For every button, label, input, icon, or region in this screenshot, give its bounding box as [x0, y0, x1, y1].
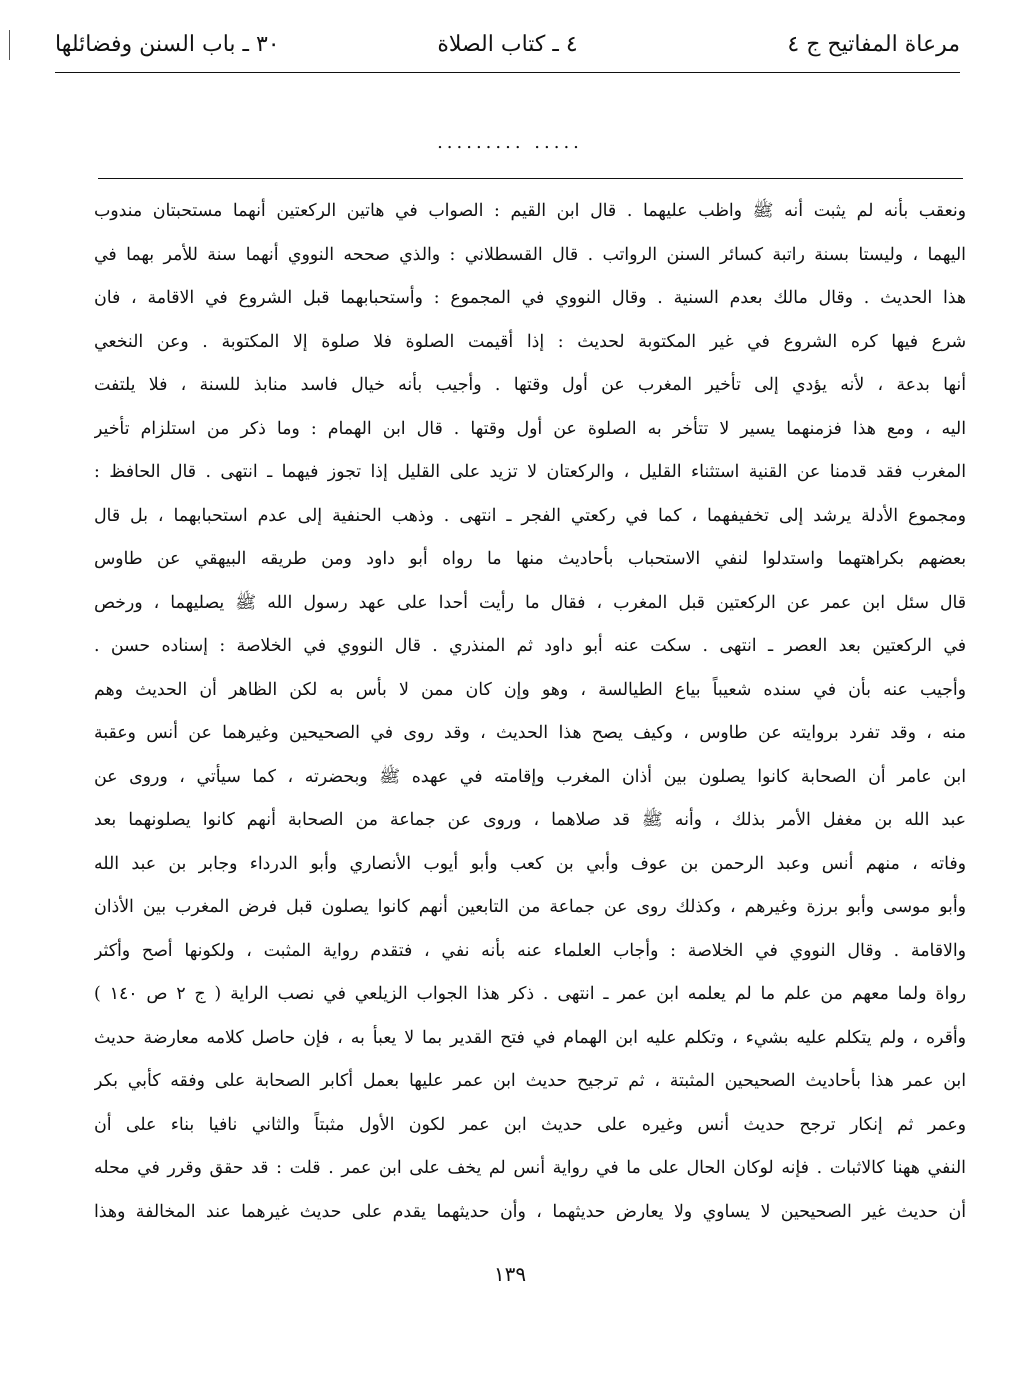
text-line: وأجيب عنه بأن في سنده شعيباً بياع الطيالسة ، وهو وإن كان ممن لا بأس به لكن الظاهر أن الحديث وهم — [94, 679, 966, 700]
running-header — [55, 18, 960, 70]
text-line: وفاته ، منهم أنس وعبد الرحمن بن عوف وأبي بن كعب وأبو أيوب الأنصاري وأبو الدرداء وجابر بن عبد الله — [94, 853, 966, 874]
text-line: رواة ولما معهم من علم ما لم يعلمه ابن عمر ـ انتهى . ذكر هذا الجواب الزيلعي في نصب الراية ( ج ٢ ص ١٤٠ ) — [94, 984, 966, 1004]
page-edge-mark — [9, 30, 10, 60]
text-line: ونعقب بأنه لم يثبت أنه ﷺ واظب عليهما . قال ابن القيم : الصواب في هاتين الركعتين أنهما مستحبتان مندوب — [94, 201, 966, 221]
text-line: وأبو موسى وأبو برزة وغيرهم ، وكذلك روى عن جماعة من التابعين أنهم كانوا يصلون قبل فرض المغرب بين الأذان — [94, 897, 966, 917]
text-line: وأقره ، ولم يتكلم عليه بشيء ، وتكلم عليه ابن الهمام في فتح القدير بما لا يعبأ به ، فإن حاصل كلامه معارضة حديث — [94, 1027, 966, 1048]
text-line: شرع فيها كره الشروع في غير المكتوبة لحديث : إذا أقيمت الصلوة فلا صلوة إلا المكتوبة . وعن النخعي — [94, 331, 966, 352]
header-rule — [55, 72, 960, 73]
text-line: والاقامة . وقال النووي في الخلاصة : وأجاب العلماء عنه بأنه نفي ، فتقدم رواية المثبت ، ولكونها أصح وأكثر — [94, 940, 966, 961]
text-line: النفي ههنا كالاثبات . فإنه لوكان الحال على ما في رواية أنس لم يخف على ابن عمر . قلت : قد حقق وقرر في محله — [94, 1158, 966, 1178]
text-line: هذا الحديث . وقال مالك بعدم السنية . وقال النووي في المجموع : وأستحبابهما قبل الشروع في الاقامة ، فان — [94, 288, 966, 308]
text-line: في الركعتين بعد العصر ـ انتهى . سكت عنه أبو داود ثم المنذري . قال النووي في الخلاصة : إسناده حسن . — [94, 636, 966, 656]
text-line: بعضهم بكراهتهما واستدلوا لنفي الاستحباب بأحاديث منها ما رواه أبو داود ومن طريقه البيهقي عن طاوس — [94, 549, 966, 569]
text-line: وعمر ثم إنكار ترجح حديث أنس وغيره على حديث ابن عمر لكون الأول مثبتاً والثاني نافيا بناء على أن — [94, 1114, 966, 1135]
text-line: قال سئل ابن عمر عن الركعتين قبل المغرب ، فقال ما رأيت أحدا على عهد رسول الله ﷺ يصليهما ، ورخص — [94, 592, 966, 613]
commentary-text — [94, 190, 966, 1234]
text-line: منه ، وقد تفرد بروايته عن طاوس ، وكيف يصح هذا الحديث ، وقد روى في الصحيحين وغيرهما عن أنس وعقبة — [94, 723, 966, 743]
header-chapter: ٤ ـ كتاب الصلاة — [437, 31, 578, 57]
header-book-title: مرعاة المفاتيح ج ٤ — [787, 31, 960, 57]
text-line: أن حديث غير الصحيحين لا يساوي ولا يعارض حديثهما ، وأن حديثهما يقدم على حديث غيرهما عند المخالفة وهذا — [94, 1201, 966, 1222]
header-section: ٣٠ ـ باب السنن وفضائلها — [55, 31, 280, 57]
section-separator: ......... ..... — [437, 132, 583, 153]
text-line: ومجموع الأدلة يرشد إلى تخفيفهما ، كما في ركعتي الفجر ـ انتهى . وذهب الحنفية إلى عدم استحبابهما ، بل قال — [94, 505, 966, 526]
text-line: ابن عمر هذا بأحاديث الصحيحين المثبتة ، ثم ترجيح حديث ابن عمر عليها بعمل أكابر الصحابة على وفقه كأبي بكر — [94, 1071, 966, 1091]
text-line: اليه ، ومع هذا فزمنهما يسير لا تتأخر به الصلوة عن أول وقتها . قال ابن الهمام : وما ذكر من استلزام تأخير — [94, 418, 966, 439]
text-line: ابن عامر أن الصحابة كانوا يصلون بين أذان المغرب وإقامته في عهده ﷺ وبحضرته ، كما سيأتي ، وروى عن — [94, 766, 966, 787]
text-rule — [98, 178, 963, 179]
text-line: المغرب فقد قدمنا عن القنية استثناء القليل ، والركعتان لا تزيد على القليل إذا تجوز فيهما ـ انتهى . قال الحافظ : — [94, 462, 966, 482]
text-line: اليهما ، وليستا بسنة راتبة كسائر السنن الرواتب . قال القسطلاني : والذي صححه النووي أنهما سنة للأمر بهما في — [94, 244, 966, 265]
text-line: أنها بدعة ، لأنه يؤدي إلى تأخير المغرب عن أول وقتها . وأجيب بأنه خيال فاسد منابذ للسنة ، فلا يلتفت — [94, 375, 966, 395]
page-number: ١٣٩ — [493, 1262, 527, 1286]
text-line: عبد الله بن مغفل الأمر بذلك ، وأنه ﷺ قد صلاهما ، وروى عن جماعة من الصحابة أنهم كانوا يصلونهما بعد — [94, 810, 966, 830]
